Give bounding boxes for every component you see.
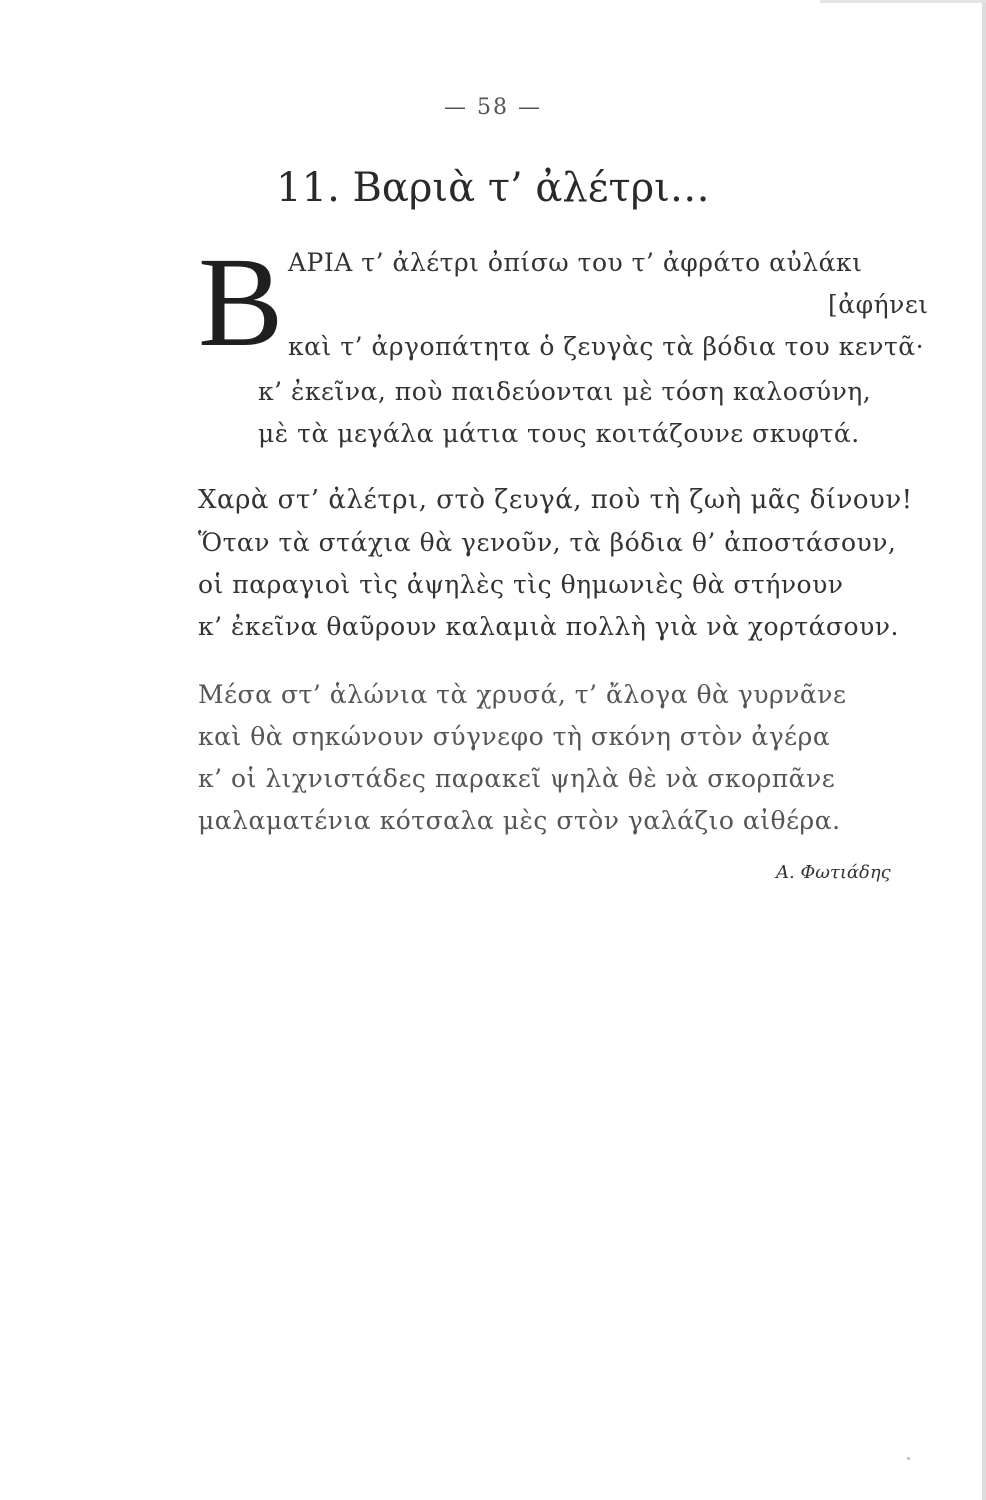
poem-line: Χαρὰ στ’ ἀλέτρι, στὸ ζευγά, ποὺ τὴ ζωὴ μᾶς δίνουν! xyxy=(198,485,913,515)
poem-line: καὶ θὰ σηκώνουν σύγνεφο τὴ σκόνη στὸν ἀγέρα xyxy=(198,722,831,751)
poem-line: οἱ παραγιοὶ τὶς ἀψηλὲς τὶς θημωνιὲς θὰ στήνουν xyxy=(198,570,844,599)
poem-line: κ’ ἐκεῖνα θαῦρουν καλαμιὰ πολλὴ γιὰ νὰ χορτάσουν. xyxy=(198,612,899,641)
poem-line: Ὅταν τὰ στάχια θὰ γενοῦν, τὰ βόδια θ’ ἀποστάσουν, xyxy=(198,528,897,557)
poem-line: ΑΡΙΑ τ’ ἀλέτρι ὀπίσω του τ’ ἀφράτο αὐλάκι xyxy=(288,248,863,277)
poem-line-continuation: [ἀφήνει xyxy=(828,290,929,319)
scan-speck xyxy=(907,1457,910,1460)
poem-line: μὲ τὰ μεγάλα μάτια τους κοιτάζουνε σκυφτά. xyxy=(258,419,860,448)
poem-line: Μέσα στ’ ἁλώνια τὰ χρυσά, τ’ ἄλογα θὰ γυρνᾶνε xyxy=(198,680,847,709)
author-signature: Α. Φωτιάδης xyxy=(776,862,891,883)
scan-edge xyxy=(982,0,986,1500)
page-number: — 58 — xyxy=(444,95,542,120)
poem-line: κ’ ἐκεῖνα, ποὺ παιδεύονται μὲ τόση καλοσύνη, xyxy=(258,377,872,406)
poem-line: καὶ τ’ ἀργοπάτητα ὁ ζευγὰς τὰ βόδια του κεντᾶ· xyxy=(288,332,925,361)
poem-title: 11. Βαριὰ τ’ ἀλέτρι… xyxy=(276,165,710,211)
drop-cap: Β xyxy=(198,231,284,373)
poem-line: κ’ οἱ λιχνιστάδες παρακεῖ ψηλὰ θὲ νὰ σκορπᾶνε xyxy=(198,764,836,793)
scan-edge xyxy=(820,0,986,3)
poem-line: μαλαματένια κότσαλα μὲς στὸν γαλάζιο αἰθέρα. xyxy=(198,806,841,835)
